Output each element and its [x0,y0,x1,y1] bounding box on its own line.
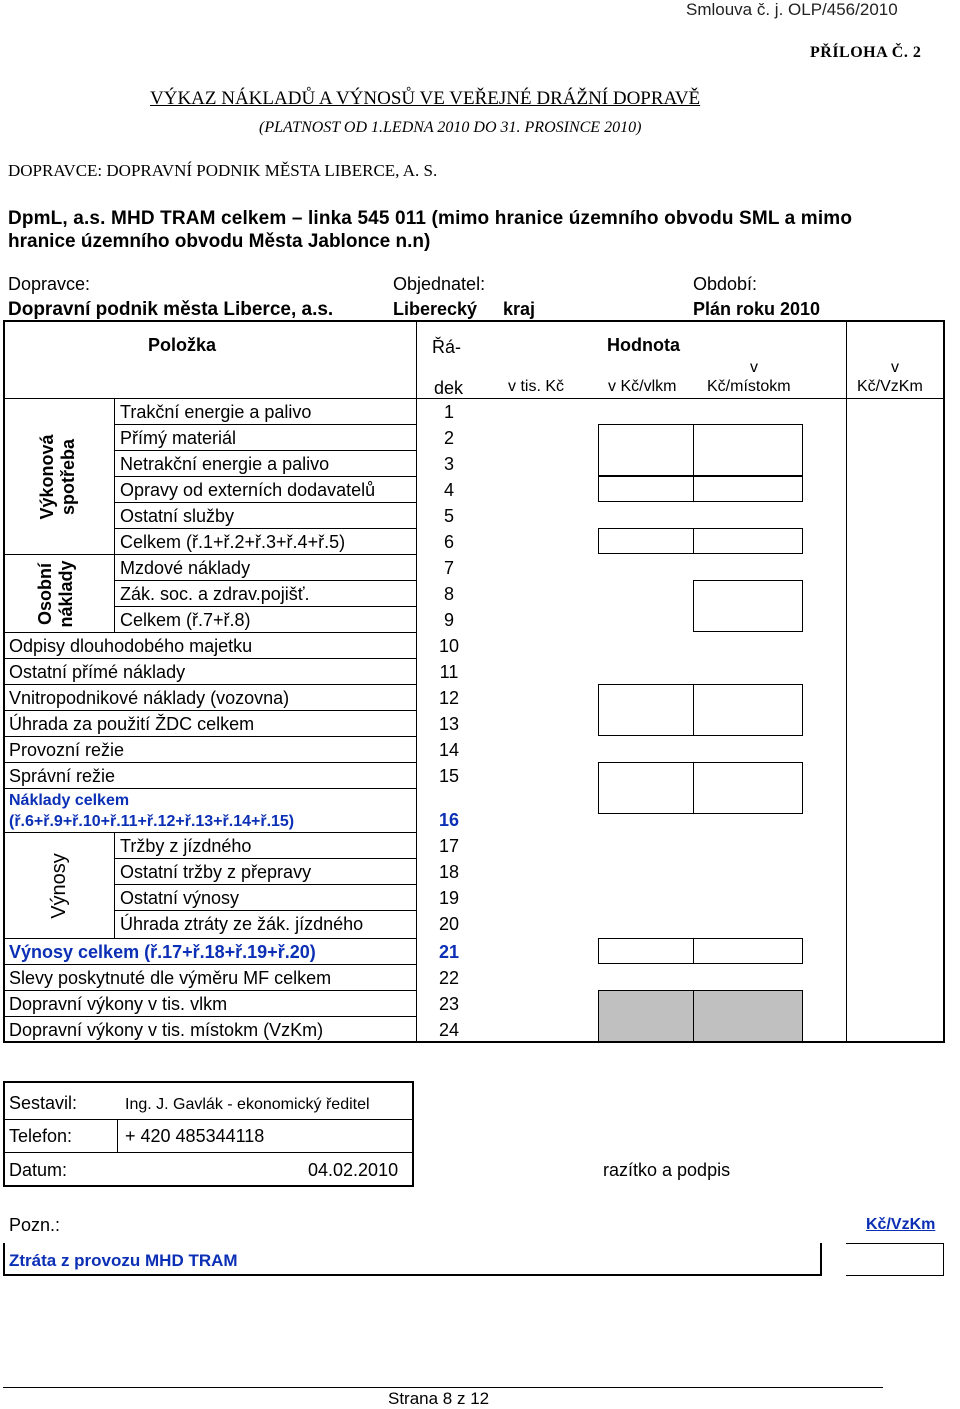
line-description-2: hranice územního obvodu Města Jablonce n.n) [8,231,431,252]
row-label-21: Výnosy celkem (ř.17+ř.18+ř.19+ř.20) [9,942,316,962]
row-label-6: Celkem (ř.1+ř.2+ř.3+ř.4+ř.5) [120,532,346,552]
row-label-5: Ostatní služby [120,506,235,526]
col-header-mistokm-2: Kč/místokm [707,378,791,395]
col-header-row-1: Řá- [432,337,462,357]
value-cell-mistokm-12-13[interactable] [693,684,803,736]
value-cell-vlkm-2-3[interactable] [598,424,694,476]
appendix-label: PŘÍLOHA Č. 2 [810,44,922,61]
row-number-10: 10 [438,636,460,656]
value-cell-mistokm-23-24 [693,990,803,1042]
period-value: Plán roku 2010 [693,299,821,319]
carrier-line: DOPRAVCE: DOPRAVNÍ PODNIK MĚSTA LIBERCE, A. S. [8,161,438,180]
value-cell-mistokm-15-16[interactable] [693,762,803,814]
group-label-vykonova-2: spotřeba [58,438,78,516]
row-number-9: 9 [443,610,454,630]
row-number-16: 16 [438,810,460,830]
value-cell-vlkm-12-13[interactable] [598,684,694,736]
row-number-20: 20 [438,914,460,934]
row-label-22: Slevy poskytnuté dle výměru MF celkem [9,968,332,988]
col-header-mistokm-1: v [750,359,758,376]
row-number-21: 21 [438,942,460,962]
row-number-8: 8 [443,584,454,604]
value-cell-mistokm-4[interactable] [693,476,803,502]
value-cell-mistokm-6[interactable] [693,528,803,554]
col-header-vlkm: v Kč/vlkm [608,378,677,395]
row-number-23: 23 [438,994,460,1014]
row-label-14: Provozní režie [9,740,125,760]
row-label-11: Ostatní přímé náklady [9,662,186,682]
row-number-4: 4 [443,480,454,500]
row-number-7: 7 [443,558,454,578]
row-number-24: 24 [438,1020,460,1040]
customer-label: Objednatel: [393,274,486,294]
row-number-12: 12 [438,688,460,708]
line-description-1: DpmL, a.s. MHD TRAM celkem – linka 545 011 (mimo hranice územního obvodu SML a mimo [8,208,853,229]
page-title: VÝKAZ NÁKLADŮ A VÝNOSŮ VE VEŘEJNÉ DRÁŽNÍ DOPRAVĚ [150,88,701,109]
page-number: Strana 8 z 12 [388,1389,490,1408]
note-unit: Kč/VzKm [866,1216,936,1233]
value-cell-vlkm-21[interactable] [598,938,694,964]
customer-value-1: Liberecký [393,299,478,319]
date-value[interactable]: 04.02.2010 [308,1160,399,1180]
col-header-row-2: dek [434,378,464,398]
group-label-vykonova-1: Výkonová [37,434,57,520]
row-label-8: Zák. soc. a zdrav.pojišť. [120,584,310,604]
row-label-24: Dopravní výkony v tis. místokm (VzKm) [9,1020,324,1040]
col-header-vzkm-2: Kč/VzKm [857,378,923,395]
date-label: Datum: [9,1160,68,1180]
row-label-16-formula: (ř.6+ř.9+ř.10+ř.11+ř.12+ř.13+ř.14+ř.15) [9,813,295,830]
row-label-19: Ostatní výnosy [120,888,240,908]
value-cell-mistokm-21[interactable] [693,938,803,964]
row-number-2: 2 [443,428,454,448]
compiled-by-label: Sestavil: [9,1093,78,1113]
stamp-signature-label: razítko a podpis [603,1160,731,1180]
row-label-23: Dopravní výkony v tis. vlkm [9,994,228,1014]
col-header-item: Položka [148,335,217,355]
row-number-5: 5 [443,506,454,526]
footer-rule [3,1387,883,1388]
carrier-value: Dopravní podnik města Liberce, a.s. [8,299,334,320]
contract-number: Smlouva č. j. OLP/456/2010 [686,0,898,19]
row-label-12: Vnitropodnikové náklady (vozovna) [9,688,290,708]
group-label-osobni-1: Osobní [35,563,55,625]
row-number-13: 13 [438,714,460,734]
value-cell-mistokm-2-3[interactable] [693,424,803,476]
row-label-2: Přímý materiál [120,428,237,448]
row-number-6: 6 [443,532,454,552]
note-label: Pozn.: [9,1215,61,1235]
row-number-22: 22 [438,968,460,988]
row-number-1: 1 [443,402,454,422]
row-label-15: Správní režie [9,766,116,786]
value-cell-vlkm-23-24 [598,990,694,1042]
row-label-1: Trakční energie a palivo [120,402,312,422]
row-number-3: 3 [443,454,454,474]
row-label-17: Tržby z jízdného [120,836,252,856]
row-number-19: 19 [438,888,460,908]
customer-value-2: kraj [503,299,536,319]
row-label-13: Úhrada za použití ŽDC celkem [9,714,255,734]
value-cell-vlkm-6[interactable] [598,528,694,554]
row-number-17: 17 [438,836,460,856]
row-label-3: Netrakční energie a palivo [120,454,330,474]
row-label-10: Odpisy dlouhodobého majetku [9,636,253,656]
carrier-label: Dopravce: [8,274,91,294]
period-label: Období: [693,274,758,294]
col-header-vzkm-1: v [891,359,899,376]
phone-value[interactable]: + 420 485344118 [125,1126,265,1146]
row-label-16-title: Náklady celkem [9,792,130,809]
group-label-vykonova-spotreba [37,417,79,537]
row-label-9: Celkem (ř.7+ř.8) [120,610,251,630]
value-cell-vlkm-4[interactable] [598,476,694,502]
row-number-15: 15 [438,766,460,786]
row-number-11: 11 [439,662,459,682]
group-label-osobni-2: náklady [56,560,76,628]
group-label-osobni-naklady [35,554,79,634]
value-cell-vlkm-15-16[interactable] [598,762,694,814]
phone-label: Telefon: [9,1126,73,1146]
row-number-18: 18 [438,862,460,882]
note-value: Ztráta z provozu MHD TRAM [9,1251,238,1270]
row-label-7: Mzdové náklady [120,558,251,578]
row-label-4: Opravy od externích dodavatelů [120,480,376,500]
col-header-tis: v tis. Kč [508,378,565,395]
value-cell-mistokm-8-9[interactable] [693,580,803,632]
group-label-vynosy: Výnosy [48,853,70,919]
validity-period: (PLATNOST OD 1.LEDNA 2010 DO 31. PROSINCE 2010) [259,119,642,136]
row-label-18: Ostatní tržby z přepravy [120,862,312,882]
col-header-value: Hodnota [607,335,680,355]
compiled-by-value[interactable]: Ing. J. Gavlák - ekonomický ředitel [125,1096,370,1113]
row-label-20: Úhrada ztráty ze žák. jízdného [120,914,364,934]
row-number-14: 14 [438,740,460,760]
